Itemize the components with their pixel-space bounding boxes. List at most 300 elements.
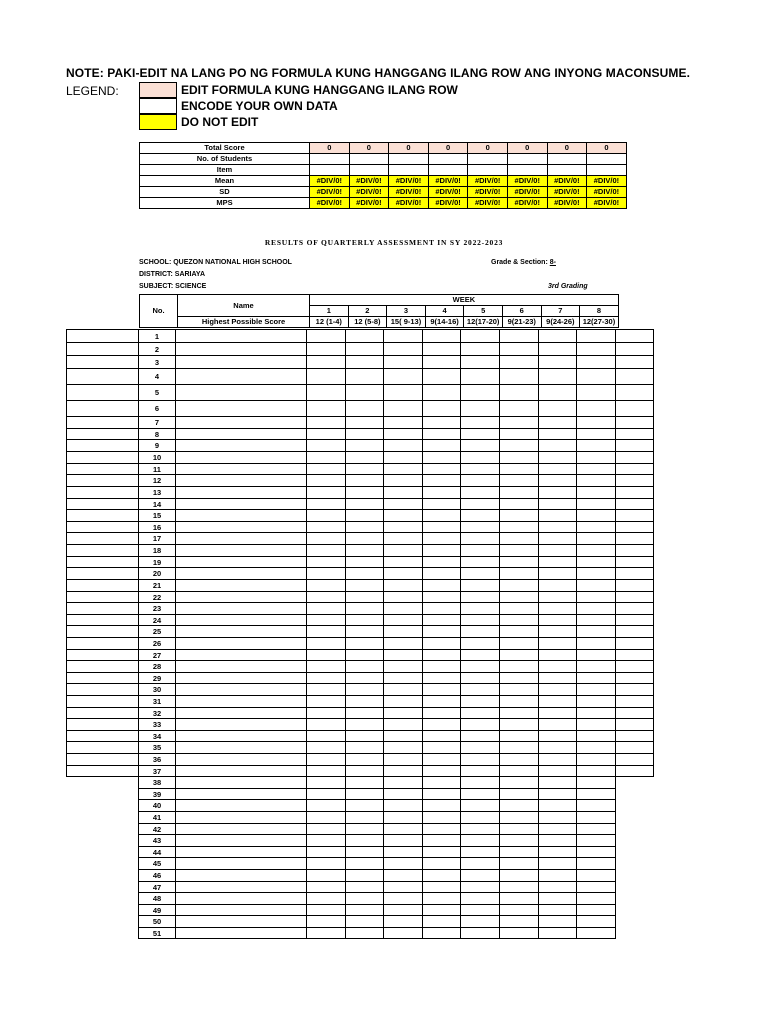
score-cell[interactable] (307, 696, 346, 708)
extra-cell[interactable] (67, 522, 139, 533)
score-cell[interactable] (538, 661, 577, 673)
score-cell[interactable] (422, 533, 461, 545)
score-cell[interactable] (422, 475, 461, 487)
score-cell[interactable] (384, 882, 423, 893)
score-cell[interactable] (499, 870, 538, 882)
score-cell[interactable] (538, 766, 577, 777)
score-cell[interactable] (384, 429, 423, 440)
summary-cell[interactable] (389, 154, 429, 165)
score-cell[interactable] (422, 789, 461, 800)
score-cell[interactable] (345, 440, 384, 452)
score-cell[interactable] (538, 452, 577, 464)
extra-cell[interactable] (67, 356, 139, 369)
extra-cell[interactable] (615, 356, 653, 369)
score-cell[interactable] (499, 800, 538, 812)
score-cell[interactable] (345, 812, 384, 824)
score-cell[interactable] (538, 385, 577, 401)
score-cell[interactable] (577, 603, 616, 615)
score-cell[interactable] (422, 440, 461, 452)
score-cell[interactable] (345, 800, 384, 812)
score-cell[interactable] (577, 731, 616, 742)
score-cell[interactable] (538, 369, 577, 385)
score-cell[interactable] (422, 650, 461, 661)
score-cell[interactable] (345, 522, 384, 533)
score-cell[interactable] (461, 777, 500, 789)
extra-cell[interactable] (67, 731, 139, 742)
score-cell[interactable] (384, 719, 423, 731)
score-cell[interactable] (499, 928, 538, 939)
extra-cell[interactable] (615, 742, 653, 754)
student-name-cell[interactable] (176, 800, 307, 812)
score-cell[interactable] (461, 522, 500, 533)
score-cell[interactable] (577, 533, 616, 545)
score-cell[interactable] (538, 800, 577, 812)
score-cell[interactable] (307, 510, 346, 522)
student-name-cell[interactable] (176, 684, 307, 696)
score-cell[interactable] (422, 638, 461, 650)
score-cell[interactable] (345, 603, 384, 615)
student-name-cell[interactable] (176, 742, 307, 754)
score-cell[interactable] (422, 928, 461, 939)
extra-cell[interactable] (615, 522, 653, 533)
score-cell[interactable] (345, 719, 384, 731)
score-cell[interactable] (422, 858, 461, 870)
score-cell[interactable] (345, 475, 384, 487)
score-cell[interactable] (307, 766, 346, 777)
score-cell[interactable] (307, 330, 346, 343)
extra-cell[interactable] (67, 510, 139, 522)
score-cell[interactable] (461, 789, 500, 800)
student-name-cell[interactable] (176, 824, 307, 835)
score-cell[interactable] (345, 777, 384, 789)
score-cell[interactable] (538, 580, 577, 592)
extra-cell[interactable] (67, 369, 139, 385)
score-cell[interactable] (422, 754, 461, 766)
score-cell[interactable] (461, 429, 500, 440)
score-cell[interactable] (538, 870, 577, 882)
score-cell[interactable] (307, 369, 346, 385)
extra-cell[interactable] (67, 696, 139, 708)
student-name-cell[interactable] (176, 870, 307, 882)
score-cell[interactable] (461, 499, 500, 510)
score-cell[interactable] (499, 615, 538, 626)
score-cell[interactable] (307, 882, 346, 893)
score-cell[interactable] (345, 533, 384, 545)
score-cell[interactable] (384, 812, 423, 824)
score-cell[interactable] (345, 684, 384, 696)
score-cell[interactable] (538, 343, 577, 356)
student-name-cell[interactable] (176, 905, 307, 916)
score-cell[interactable] (461, 835, 500, 847)
extra-cell[interactable] (615, 696, 653, 708)
student-name-cell[interactable] (176, 882, 307, 893)
score-cell[interactable] (422, 487, 461, 499)
student-name-cell[interactable] (176, 812, 307, 824)
score-cell[interactable] (384, 870, 423, 882)
score-cell[interactable] (499, 777, 538, 789)
score-cell[interactable] (345, 356, 384, 369)
score-cell[interactable] (384, 452, 423, 464)
score-cell[interactable] (422, 452, 461, 464)
score-cell[interactable] (384, 385, 423, 401)
student-name-cell[interactable] (176, 429, 307, 440)
student-name-cell[interactable] (176, 696, 307, 708)
score-cell[interactable] (577, 385, 616, 401)
score-cell[interactable] (499, 626, 538, 638)
score-cell[interactable] (538, 858, 577, 870)
score-cell[interactable] (461, 580, 500, 592)
score-cell[interactable] (307, 835, 346, 847)
score-cell[interactable] (422, 731, 461, 742)
score-cell[interactable] (499, 742, 538, 754)
extra-cell[interactable] (615, 626, 653, 638)
student-name-cell[interactable] (176, 708, 307, 719)
score-cell[interactable] (461, 385, 500, 401)
score-cell[interactable] (345, 499, 384, 510)
summary-cell[interactable] (547, 154, 587, 165)
score-cell[interactable] (461, 440, 500, 452)
student-name-cell[interactable] (176, 475, 307, 487)
extra-cell[interactable] (67, 592, 139, 603)
score-cell[interactable] (422, 464, 461, 475)
score-cell[interactable] (345, 385, 384, 401)
extra-cell[interactable] (615, 369, 653, 385)
student-name-cell[interactable] (176, 522, 307, 533)
score-cell[interactable] (499, 369, 538, 385)
score-cell[interactable] (499, 754, 538, 766)
score-cell[interactable] (577, 545, 616, 557)
extra-cell[interactable] (67, 385, 139, 401)
score-cell[interactable] (499, 893, 538, 905)
score-cell[interactable] (538, 568, 577, 580)
score-cell[interactable] (577, 615, 616, 626)
score-cell[interactable] (345, 580, 384, 592)
score-cell[interactable] (577, 369, 616, 385)
extra-cell[interactable] (615, 580, 653, 592)
score-cell[interactable] (577, 417, 616, 429)
summary-cell[interactable] (507, 154, 547, 165)
score-cell[interactable] (461, 568, 500, 580)
score-cell[interactable] (499, 568, 538, 580)
score-cell[interactable] (461, 452, 500, 464)
score-cell[interactable] (422, 603, 461, 615)
score-cell[interactable] (499, 487, 538, 499)
score-cell[interactable] (461, 684, 500, 696)
score-cell[interactable] (422, 696, 461, 708)
extra-cell[interactable] (615, 638, 653, 650)
score-cell[interactable] (499, 731, 538, 742)
score-cell[interactable] (345, 545, 384, 557)
score-cell[interactable] (345, 928, 384, 939)
score-cell[interactable] (538, 789, 577, 800)
score-cell[interactable] (307, 429, 346, 440)
score-cell[interactable] (461, 882, 500, 893)
score-cell[interactable] (345, 417, 384, 429)
score-cell[interactable] (538, 650, 577, 661)
score-cell[interactable] (538, 638, 577, 650)
score-cell[interactable] (384, 731, 423, 742)
score-cell[interactable] (345, 754, 384, 766)
score-cell[interactable] (577, 673, 616, 684)
score-cell[interactable] (538, 708, 577, 719)
score-cell[interactable] (345, 592, 384, 603)
score-cell[interactable] (577, 580, 616, 592)
score-cell[interactable] (345, 893, 384, 905)
score-cell[interactable] (577, 343, 616, 356)
summary-cell[interactable] (349, 165, 389, 176)
extra-cell[interactable] (615, 661, 653, 673)
score-cell[interactable] (577, 401, 616, 417)
student-name-cell[interactable] (176, 464, 307, 475)
score-cell[interactable] (577, 812, 616, 824)
score-cell[interactable] (577, 870, 616, 882)
score-cell[interactable] (577, 522, 616, 533)
score-cell[interactable] (307, 719, 346, 731)
extra-cell[interactable] (67, 580, 139, 592)
score-cell[interactable] (307, 545, 346, 557)
score-cell[interactable] (384, 522, 423, 533)
extra-cell[interactable] (615, 545, 653, 557)
score-cell[interactable] (461, 343, 500, 356)
score-cell[interactable] (384, 650, 423, 661)
extra-cell[interactable] (615, 385, 653, 401)
score-cell[interactable] (345, 638, 384, 650)
score-cell[interactable] (461, 592, 500, 603)
extra-cell[interactable] (615, 452, 653, 464)
score-cell[interactable] (577, 742, 616, 754)
score-cell[interactable] (461, 545, 500, 557)
score-cell[interactable] (384, 916, 423, 928)
score-cell[interactable] (499, 882, 538, 893)
summary-cell[interactable] (587, 165, 627, 176)
score-cell[interactable] (577, 487, 616, 499)
score-cell[interactable] (345, 742, 384, 754)
score-cell[interactable] (577, 592, 616, 603)
student-name-cell[interactable] (176, 638, 307, 650)
student-name-cell[interactable] (176, 858, 307, 870)
extra-cell[interactable] (67, 475, 139, 487)
score-cell[interactable] (384, 487, 423, 499)
score-cell[interactable] (307, 661, 346, 673)
score-cell[interactable] (461, 824, 500, 835)
summary-cell[interactable] (310, 165, 350, 176)
score-cell[interactable] (499, 603, 538, 615)
score-cell[interactable] (461, 719, 500, 731)
score-cell[interactable] (461, 615, 500, 626)
score-cell[interactable] (577, 661, 616, 673)
score-cell[interactable] (384, 638, 423, 650)
student-name-cell[interactable] (176, 401, 307, 417)
extra-cell[interactable] (67, 417, 139, 429)
score-cell[interactable] (307, 522, 346, 533)
extra-cell[interactable] (67, 650, 139, 661)
score-cell[interactable] (499, 916, 538, 928)
score-cell[interactable] (422, 615, 461, 626)
score-cell[interactable] (499, 673, 538, 684)
score-cell[interactable] (461, 847, 500, 858)
student-name-cell[interactable] (176, 731, 307, 742)
score-cell[interactable] (538, 731, 577, 742)
extra-cell[interactable] (67, 568, 139, 580)
score-cell[interactable] (307, 789, 346, 800)
student-name-cell[interactable] (176, 557, 307, 568)
score-cell[interactable] (384, 369, 423, 385)
score-cell[interactable] (461, 708, 500, 719)
extra-cell[interactable] (67, 719, 139, 731)
student-name-cell[interactable] (176, 385, 307, 401)
score-cell[interactable] (499, 356, 538, 369)
student-name-cell[interactable] (176, 487, 307, 499)
score-cell[interactable] (384, 343, 423, 356)
score-cell[interactable] (384, 615, 423, 626)
score-cell[interactable] (307, 847, 346, 858)
score-cell[interactable] (384, 568, 423, 580)
score-cell[interactable] (307, 626, 346, 638)
score-cell[interactable] (384, 789, 423, 800)
score-cell[interactable] (422, 545, 461, 557)
score-cell[interactable] (307, 928, 346, 939)
score-cell[interactable] (499, 812, 538, 824)
score-cell[interactable] (577, 824, 616, 835)
score-cell[interactable] (307, 487, 346, 499)
score-cell[interactable] (461, 800, 500, 812)
score-cell[interactable] (499, 440, 538, 452)
extra-cell[interactable] (615, 766, 653, 777)
student-name-cell[interactable] (176, 754, 307, 766)
score-cell[interactable] (499, 475, 538, 487)
score-cell[interactable] (307, 343, 346, 356)
score-cell[interactable] (307, 356, 346, 369)
score-cell[interactable] (422, 661, 461, 673)
score-cell[interactable] (499, 835, 538, 847)
extra-cell[interactable] (615, 708, 653, 719)
score-cell[interactable] (422, 626, 461, 638)
score-cell[interactable] (461, 812, 500, 824)
score-cell[interactable] (384, 824, 423, 835)
score-cell[interactable] (345, 916, 384, 928)
score-cell[interactable] (345, 343, 384, 356)
score-cell[interactable] (461, 916, 500, 928)
score-cell[interactable] (345, 615, 384, 626)
score-cell[interactable] (345, 464, 384, 475)
score-cell[interactable] (461, 638, 500, 650)
extra-cell[interactable] (67, 673, 139, 684)
score-cell[interactable] (345, 858, 384, 870)
score-cell[interactable] (307, 452, 346, 464)
score-cell[interactable] (499, 580, 538, 592)
extra-cell[interactable] (615, 510, 653, 522)
score-cell[interactable] (499, 343, 538, 356)
score-cell[interactable] (307, 754, 346, 766)
score-cell[interactable] (461, 557, 500, 568)
student-name-cell[interactable] (176, 343, 307, 356)
score-cell[interactable] (538, 673, 577, 684)
summary-cell[interactable] (547, 165, 587, 176)
score-cell[interactable] (499, 847, 538, 858)
score-cell[interactable] (384, 603, 423, 615)
student-name-cell[interactable] (176, 661, 307, 673)
score-cell[interactable] (499, 905, 538, 916)
score-cell[interactable] (422, 812, 461, 824)
score-cell[interactable] (422, 766, 461, 777)
score-cell[interactable] (461, 742, 500, 754)
student-name-cell[interactable] (176, 928, 307, 939)
score-cell[interactable] (538, 417, 577, 429)
score-cell[interactable] (499, 522, 538, 533)
score-cell[interactable] (307, 385, 346, 401)
score-cell[interactable] (577, 766, 616, 777)
score-cell[interactable] (577, 789, 616, 800)
student-name-cell[interactable] (176, 545, 307, 557)
score-cell[interactable] (307, 684, 346, 696)
extra-cell[interactable] (67, 401, 139, 417)
extra-cell[interactable] (67, 452, 139, 464)
score-cell[interactable] (307, 464, 346, 475)
score-cell[interactable] (577, 882, 616, 893)
score-cell[interactable] (422, 835, 461, 847)
score-cell[interactable] (538, 719, 577, 731)
score-cell[interactable] (577, 638, 616, 650)
extra-cell[interactable] (615, 499, 653, 510)
score-cell[interactable] (307, 401, 346, 417)
extra-cell[interactable] (615, 731, 653, 742)
score-cell[interactable] (538, 615, 577, 626)
score-cell[interactable] (499, 464, 538, 475)
score-cell[interactable] (384, 742, 423, 754)
extra-cell[interactable] (67, 487, 139, 499)
score-cell[interactable] (345, 452, 384, 464)
extra-cell[interactable] (67, 429, 139, 440)
score-cell[interactable] (577, 754, 616, 766)
extra-cell[interactable] (67, 615, 139, 626)
score-cell[interactable] (307, 638, 346, 650)
student-name-cell[interactable] (176, 580, 307, 592)
score-cell[interactable] (307, 777, 346, 789)
extra-cell[interactable] (615, 650, 653, 661)
score-cell[interactable] (384, 673, 423, 684)
score-cell[interactable] (422, 580, 461, 592)
score-cell[interactable] (345, 650, 384, 661)
score-cell[interactable] (307, 615, 346, 626)
score-cell[interactable] (461, 417, 500, 429)
extra-cell[interactable] (67, 499, 139, 510)
score-cell[interactable] (345, 905, 384, 916)
score-cell[interactable] (422, 684, 461, 696)
extra-cell[interactable] (615, 719, 653, 731)
extra-cell[interactable] (67, 603, 139, 615)
extra-cell[interactable] (615, 475, 653, 487)
score-cell[interactable] (345, 568, 384, 580)
score-cell[interactable] (422, 510, 461, 522)
extra-cell[interactable] (615, 417, 653, 429)
score-cell[interactable] (538, 882, 577, 893)
score-cell[interactable] (345, 824, 384, 835)
score-cell[interactable] (422, 777, 461, 789)
student-name-cell[interactable] (176, 847, 307, 858)
score-cell[interactable] (499, 330, 538, 343)
score-cell[interactable] (538, 440, 577, 452)
extra-cell[interactable] (615, 568, 653, 580)
score-cell[interactable] (499, 708, 538, 719)
extra-cell[interactable] (615, 592, 653, 603)
score-cell[interactable] (384, 661, 423, 673)
extra-cell[interactable] (615, 429, 653, 440)
score-cell[interactable] (538, 742, 577, 754)
student-name-cell[interactable] (176, 568, 307, 580)
score-cell[interactable] (384, 905, 423, 916)
score-cell[interactable] (345, 661, 384, 673)
score-cell[interactable] (345, 557, 384, 568)
